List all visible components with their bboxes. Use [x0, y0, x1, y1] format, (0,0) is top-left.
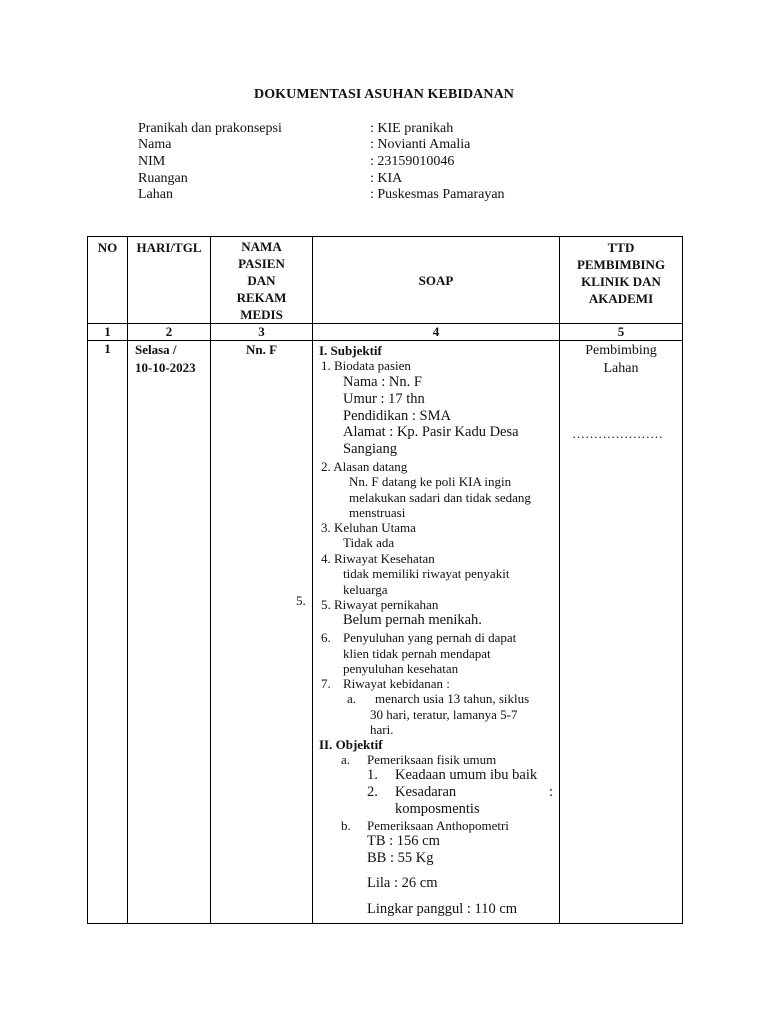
- soap-line: Belum pernah menikah.: [343, 612, 482, 628]
- soap-line: Nama : Nn. F: [343, 374, 422, 390]
- side-marker: 5.: [296, 593, 306, 608]
- info-label: Nama: [138, 137, 172, 152]
- info-value: : Novianti Amalia: [370, 137, 471, 152]
- soap-line: Riwayat kebidanan :: [343, 676, 450, 691]
- info-label: Lahan: [138, 187, 173, 202]
- row-patient: Nn. F: [211, 341, 313, 924]
- header-soap: SOAP: [313, 237, 560, 324]
- soap-line: Keadaan umum ibu baik: [395, 767, 538, 783]
- row-day: Selasa /: [135, 342, 177, 357]
- info-value: : Puskesmas Pamarayan: [370, 187, 505, 202]
- soap-marker: a.: [347, 691, 357, 706]
- info-value: : 23159010046: [370, 154, 455, 169]
- table-header-row: [88, 237, 683, 324]
- column-number: 4: [313, 324, 560, 341]
- soap-line: klien tidak pernah mendapat: [343, 646, 491, 661]
- soap-line: melakukan sadari dan tidak sedang: [349, 490, 531, 505]
- soap-line: penyuluhan kesehatan: [343, 661, 459, 676]
- soap-line: komposmentis: [395, 801, 480, 817]
- soap-line: 1. Biodata pasien: [321, 358, 411, 373]
- soap-line: hari.: [370, 722, 394, 737]
- soap-line: Kesadaran: [395, 784, 457, 800]
- soap-line: Pendidikan : SMA: [343, 408, 451, 424]
- soap-marker: 1.: [367, 767, 378, 783]
- row-no: 1: [88, 341, 128, 924]
- column-number: 3: [211, 324, 313, 341]
- column-number: 5: [560, 324, 683, 341]
- asuhan-table: [87, 236, 683, 924]
- soap-objektif-title: II. Objektif: [319, 737, 383, 752]
- table-row: [88, 341, 683, 924]
- soap-line: Alamat : Kp. Pasir Kadu Desa: [343, 424, 519, 440]
- signature-label: Lahan: [603, 361, 639, 376]
- soap-line: Lingkar panggul : 110 cm: [367, 901, 518, 917]
- header-ttd: TTD PEMBIMBING KLINIK DAN AKADEMI: [560, 237, 683, 324]
- soap-marker: 6.: [321, 630, 331, 645]
- soap-line: Sangiang: [343, 441, 397, 457]
- soap-line: TB : 156 cm: [367, 833, 440, 849]
- soap-line: BB : 55 Kg: [367, 850, 434, 866]
- soap-line: Nn. F datang ke poli KIA ingin: [349, 474, 512, 489]
- soap-marker: b.: [341, 818, 351, 833]
- header-nama-pasien: NAMA PASIEN DAN REKAM MEDIS: [211, 237, 313, 324]
- signature-label: Pembimbing: [585, 343, 657, 358]
- soap-marker: 2.: [367, 784, 378, 800]
- soap-line: keluarga: [343, 582, 388, 597]
- soap-line: Umur : 17 thn: [343, 391, 425, 407]
- row-signature: [560, 341, 683, 924]
- column-number: 2: [128, 324, 211, 341]
- soap-colon: :: [549, 784, 554, 800]
- soap-line: Lila : 26 cm: [367, 875, 438, 891]
- soap-line: menarch usia 13 tahun, siklus: [375, 691, 530, 706]
- soap-line: 5. Riwayat pernikahan: [321, 597, 439, 612]
- soap-line: 2. Alasan datang: [321, 459, 408, 474]
- soap-line: 4. Riwayat Kesehatan: [321, 551, 435, 566]
- signature-line: …………………: [572, 426, 663, 441]
- header-no: NO: [88, 237, 128, 324]
- row-soap: [313, 341, 560, 924]
- row-date-value: 10-10-2023: [135, 360, 196, 375]
- info-label: Ruangan: [138, 171, 188, 186]
- header-hari-tgl: HARI/TGL: [128, 237, 211, 324]
- row-date: [128, 341, 211, 924]
- soap-line: Pemeriksaan Anthopometri: [367, 818, 509, 833]
- info-label: NIM: [138, 154, 166, 169]
- column-number-row: [88, 324, 683, 341]
- soap-subjektif-title: I. Subjektif: [319, 343, 382, 358]
- soap-line: Tidak ada: [343, 535, 395, 550]
- document-title: DOKUMENTASI ASUHAN KEBIDANAN: [253, 87, 514, 102]
- soap-marker: a.: [341, 752, 351, 767]
- soap-line: Pemeriksaan fisik umum: [367, 752, 497, 767]
- soap-line: tidak memiliki riwayat penyakit: [343, 566, 510, 581]
- info-label: Pranikah dan prakonsepsi: [138, 121, 282, 136]
- info-value: : KIE pranikah: [370, 121, 454, 136]
- info-value: : KIA: [370, 171, 403, 186]
- soap-marker: 7.: [321, 676, 331, 691]
- column-number: 1: [88, 324, 128, 341]
- soap-line: 30 hari, teratur, lamanya 5-7: [370, 707, 518, 722]
- soap-line: 3. Keluhan Utama: [321, 520, 416, 535]
- soap-line: Penyuluhan yang pernah di dapat: [343, 630, 517, 645]
- soap-line: menstruasi: [349, 505, 406, 520]
